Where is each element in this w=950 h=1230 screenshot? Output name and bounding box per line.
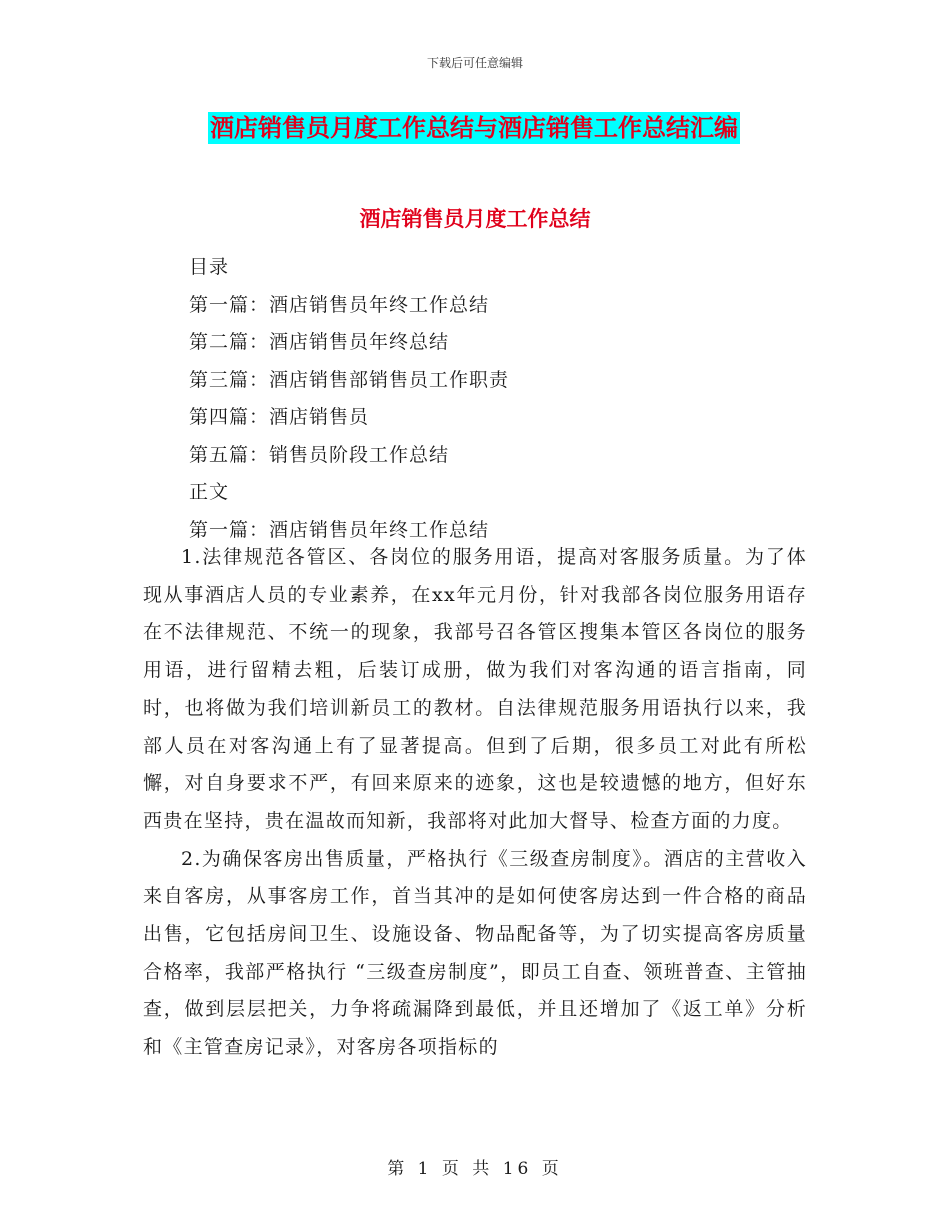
toc-item: 第五篇：销售员阶段工作总结 <box>189 443 450 466</box>
toc-item: 第三篇：酒店销售部销售员工作职责 <box>189 368 510 391</box>
page-number: 第 1 页 共 16 页 <box>387 1159 563 1179</box>
section-title: 酒店销售员月度工作总结 <box>359 206 591 231</box>
chapter-heading: 第一篇：酒店销售员年终工作总结 <box>189 518 490 541</box>
toc-item: 第二篇：酒店销售员年终总结 <box>189 331 450 353</box>
body-heading: 正文 <box>189 481 230 503</box>
toc-heading: 目录 <box>189 256 230 278</box>
paragraph: 1.法律规范各管区、各岗位的服务用语，提高对客服务质量。为了体现从事酒店人员的专业素养，在xx年元月份，针对我部各岗位服务用语存在不法律规范、不统一的现象，我部号召各管区搜集本管区各岗位的服务用语，进行留精去粗，后装订成册，做为我们对客沟通的语言指南，同时，也将做为我们培训新员工的教材。自法律规范服务用语执行以来，我部人员在对客沟通上有了显著提高。但到了后期，很多员工对此有所松懈，对自身要求不严，有回来原来的迹象，这也是较遗憾的地方，但好东西贵在坚持，贵在温故而知新，我部将对此加大督导、检查方面的力度。 <box>143 546 807 832</box>
toc-item: 第一篇：酒店销售员年终工作总结 <box>189 293 490 316</box>
paragraph: 2.为确保客房出售质量，严格执行《三级查房制度》。酒店的主营收入来自客房，从事客房工作，首当其冲的是如何使客房达到一件合格的商品出售，它包括房间卫生、设施设备、物品配备等，为了切实提高客房质量合格率，我部严格执行 “三级查房制度”，即员工自查、领班普查、主管抽查，做到层层把关，力争将疏漏降到最低，并且还增加了《返工单》分析和《主管查房记录》，对客房各项指标的 <box>143 847 807 1059</box>
header-note: 下载后可任意编辑 <box>426 56 523 70</box>
document-title: 酒店销售员月度工作总结与酒店销售工作总结汇编 <box>210 113 738 142</box>
toc-item: 第四篇：酒店销售员 <box>189 406 370 428</box>
table-of-contents <box>189 249 509 549</box>
body-text <box>143 539 807 1067</box>
